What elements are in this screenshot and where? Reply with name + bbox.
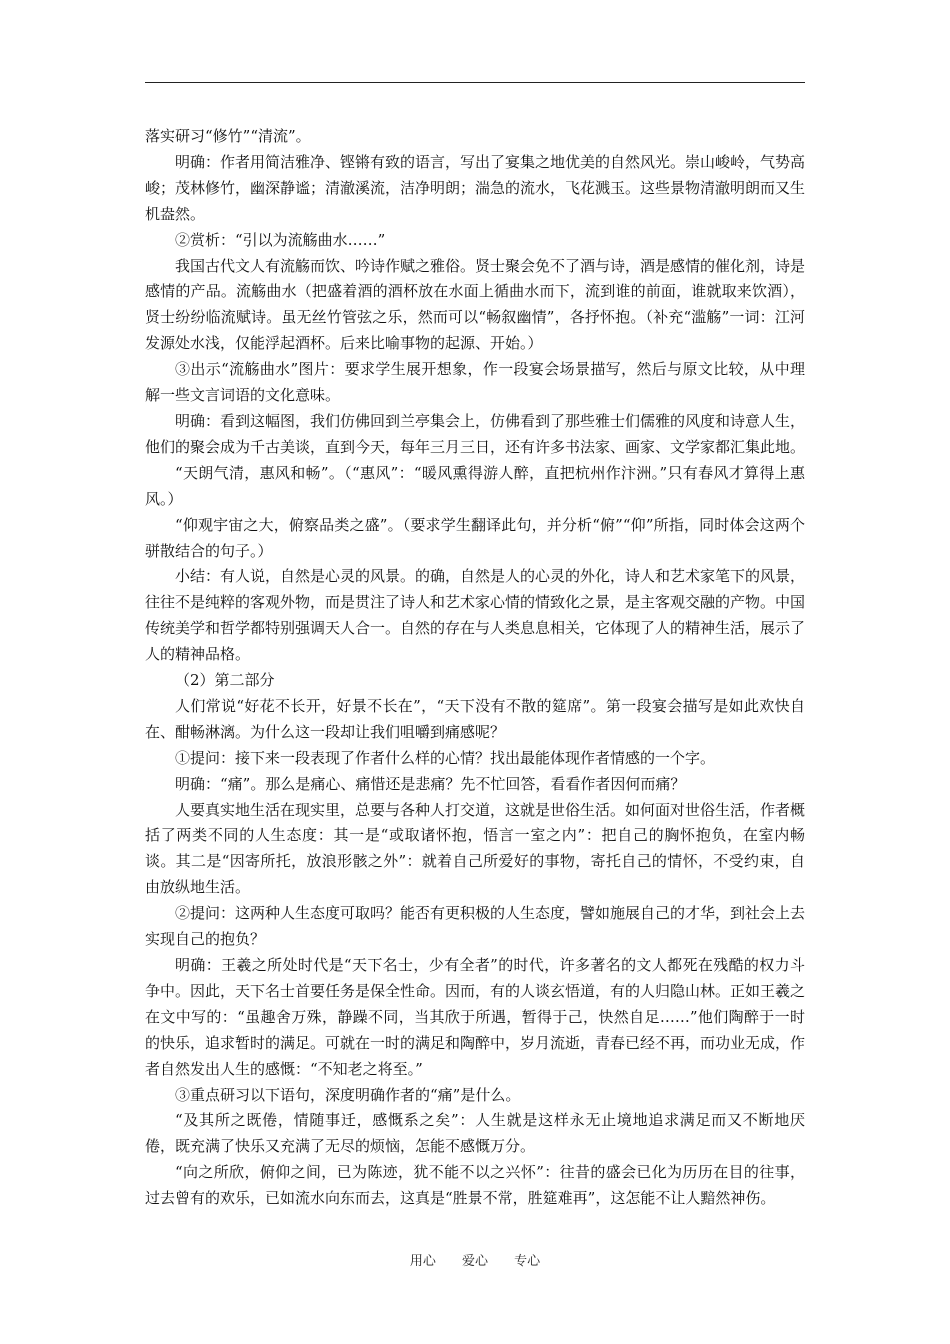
paragraph: 明确：王羲之所处时代是“天下名士，少有全者”的时代，许多著名的文人都死在残酷的权力斗争中。因此，天下名士首要任务是保全性命。因而，有的人谈玄悟道，有的人归隐山林。正如王羲之在文中写的：“虽趣舍万殊，静躁不同，当其欣于所遇，暂得于己，快然自足……”他们陶醉于一时的快乐，追求暂时的满足。可就在一时的满足和陶醉中，岁月流逝，青春已经不再，而功业无成，作者自然发出人生的感慨：“不知老之将至。”: [145, 956, 806, 1078]
paragraph: 明确：看到这幅图，我们仿佛回到兰亭集会上，仿佛看到了那些雅士们儒雅的风度和诗意人生，他们的聚会成为千古美谈，直到今天，每年三月三日，还有许多书法家、画家、文学家都汇集此地。: [145, 411, 806, 456]
paragraph: “向之所欣，俯仰之间，已为陈迹，犹不能不以之兴怀”：往昔的盛会已化为历历在目的往事，过去曾有的欢乐，已如流水向东而去，这真是“胜景不常，胜筵难再”，这怎能不让人黯然神伤。: [145, 1163, 805, 1208]
document-body: [145, 124, 805, 1212]
paragraph: 落实研习“修竹”“清流”。: [145, 127, 311, 145]
paragraph: ③重点研习以下语句，深度明确作者的“痛”是什么。: [175, 1085, 521, 1104]
paragraph: 小结：有人说，自然是心灵的风景。的确，自然是人的心灵的外化，诗人和艺术家笔下的风景，往往不是纯粹的客观外物，而是贯注了诗人和艺术家心情的情致化之景，是主客观交融的产物。中国传统美学和哲学都特别强调天人合一。自然的存在与人类息息相关，它体现了人的精神生活，展示了人的精神品格。: [145, 567, 806, 664]
paragraph: 明确：作者用简洁雅净、铿锵有致的语言，写出了宴集之地优美的自然风光。崇山峻岭，气势高峻；茂林修竹，幽深静谧；清澈溪流，洁净明朗；湍急的流水，飞花溅玉。这些景物清澈明朗而又生机盎然。: [145, 152, 806, 223]
paragraph: “天朗气清，惠风和畅”。（“惠风”：“暖风熏得游人醉，直把杭州作汴洲。”只有春风才算得上惠风。）: [145, 463, 805, 508]
paragraph: 我国古代文人有流觞而饮、吟诗作赋之雅俗。贤士聚会免不了酒与诗，酒是感情的催化剂，诗是感情的产品。流觞曲水（把盛着酒的酒杯放在水面上循曲水而下，流到谁的前面，谁就取来饮酒），贤士纷纷临流赋诗。虽无丝竹管弦之乐，然而可以“畅叙幽情”，各抒怀抱。（补充“滥觞”一词：江河发源处水浅，仅能浮起酒杯。后来比喻事物的起源、开始。）: [145, 256, 806, 353]
paragraph: “及其所之既倦，情随事迁，感慨系之矣”：人生就是这样永无止境地追求满足而又不断地厌倦，既充满了快乐又充满了无尽的烦恼，怎能不感慨万分。: [145, 1111, 805, 1156]
paragraph: 人们常说“好花不长开，好景不长在”，“天下没有不散的筵席”。第一段宴会描写是如此欢快自在、酣畅淋漓。为什么这一段却让我们咀嚼到痛感呢？: [145, 696, 805, 741]
paragraph: “仰观宇宙之大，俯察品类之盛”。（要求学生翻译此句，并分析“俯”“仰”所指，同时体会这两个骈散结合的句子。）: [145, 515, 805, 560]
paragraph: 明确：“痛”。那么是痛心、痛惜还是悲痛？先不忙回答，看看作者因何而痛？: [175, 774, 686, 793]
header-rule: [145, 82, 805, 83]
paragraph: ②提问：这两种人生态度可取吗？能否有更积极的人生态度，譬如施展自己的才华，到社会上去实现自己的抱负？: [145, 904, 806, 949]
paragraph: 人要真实地生活在现实里，总要与各种人打交道，这就是世俗生活。如何面对世俗生活，作者概括了两类不同的人生态度：其一是“或取诸怀抱，悟言一室之内”：把自己的胸怀抱负，在室内畅谈。其二是“因寄所托，放浪形骸之外”：就着自己所爱好的事物，寄托自己的情怀，不受约束，自由放纵地生活。: [145, 800, 806, 897]
paragraph: ②赏析：“引以为流觞曲水……”: [175, 230, 386, 249]
page-footer: 用心 爱心 专心: [409, 1254, 541, 1269]
paragraph: ③出示“流觞曲水”图片：要求学生展开想象，作一段宴会场景描写，然后与原文比较，从中理解一些文言词语的文化意味。: [145, 360, 805, 405]
paragraph: ①提问：接下来一段表现了作者什么样的心情？找出最能体现作者情感的一个字。: [175, 748, 716, 767]
section-heading: （2）第二部分: [175, 671, 275, 690]
